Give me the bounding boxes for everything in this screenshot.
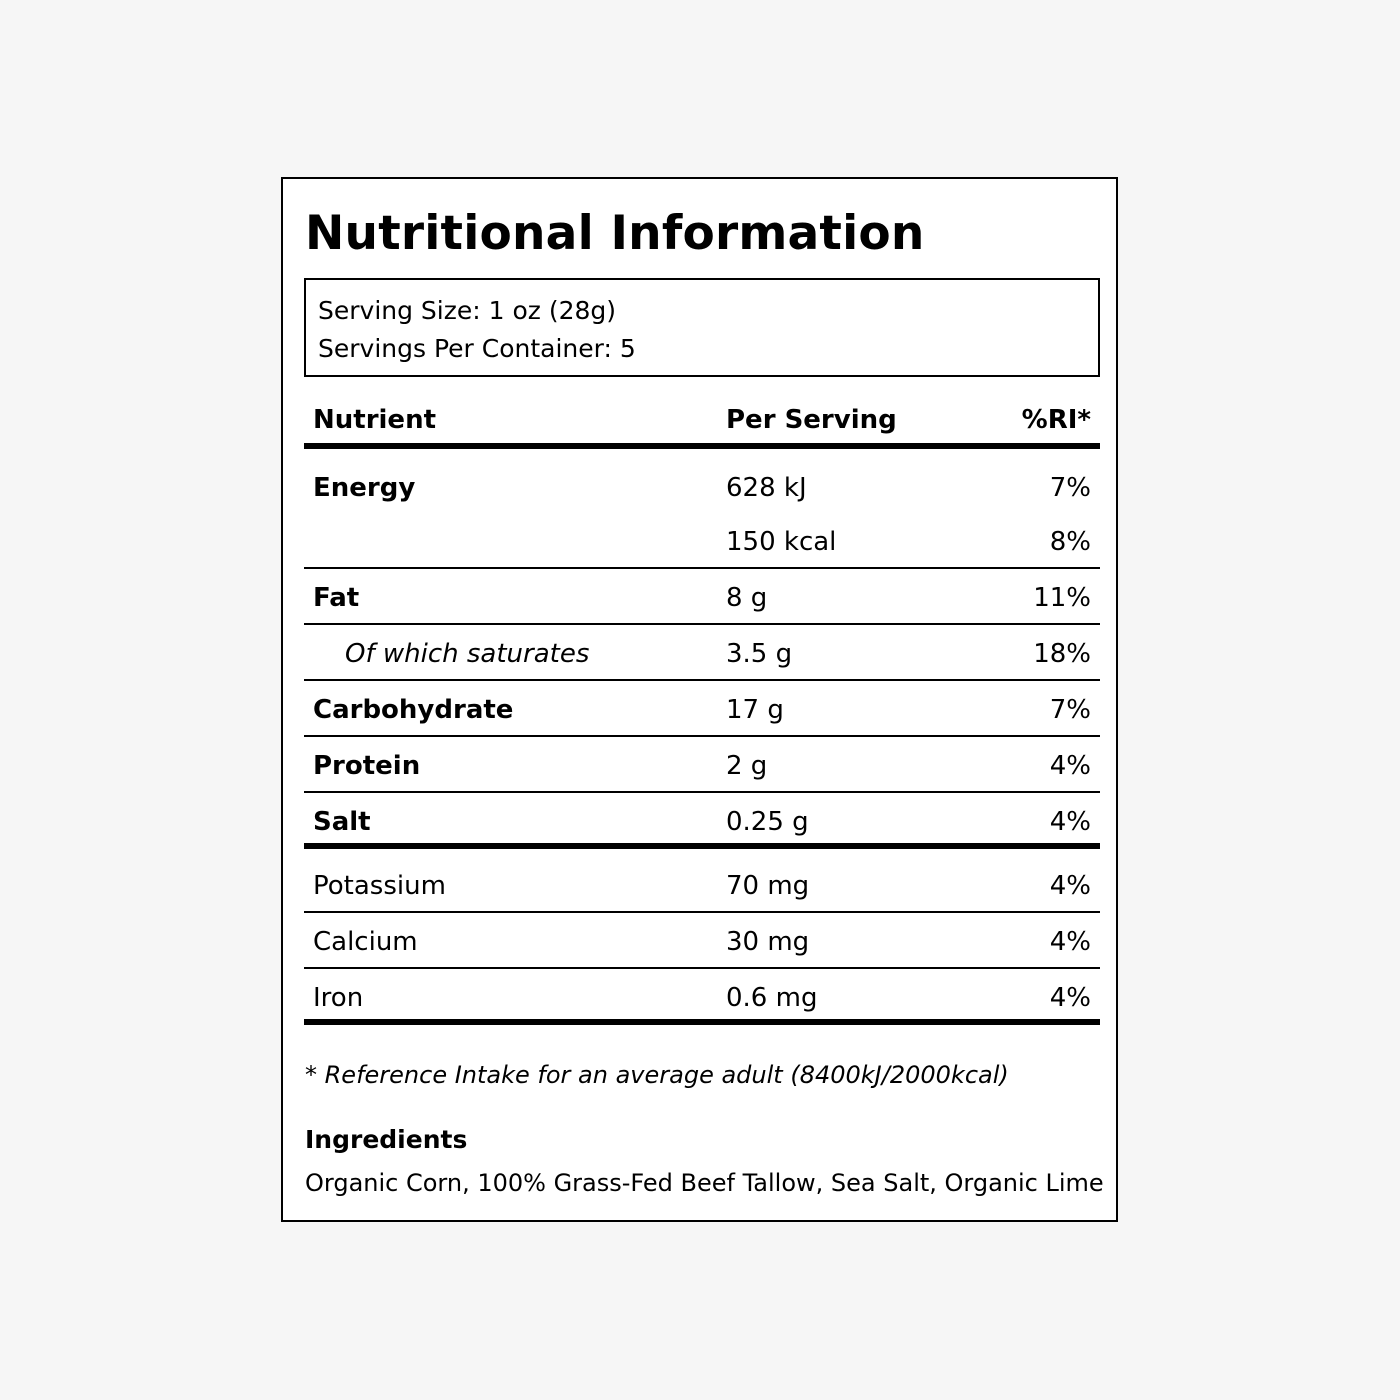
table-row-saturates — [304, 625, 1100, 681]
nutrition-label — [281, 177, 1118, 1222]
table-row-potassium — [304, 849, 1100, 913]
nutrient-value: 628 kJ — [726, 473, 807, 503]
nutrient-name: Iron — [313, 983, 364, 1013]
nutrient-value: 0.25 g — [726, 807, 809, 837]
table-row-iron — [304, 969, 1100, 1025]
header-nutrient: Nutrient — [313, 405, 437, 435]
nutrition-table — [304, 389, 1100, 1025]
nutrient-value: 2 g — [726, 751, 768, 781]
nutrient-name: Fat — [313, 583, 360, 613]
serving-info-box — [304, 278, 1100, 377]
nutrient-value: 0.6 mg — [726, 983, 818, 1013]
nutrient-name: Energy — [313, 473, 416, 503]
nutrient-value: 8 g — [726, 583, 768, 613]
table-row-protein — [304, 737, 1100, 793]
reference-intake-footnote: * Reference Intake for an average adult (8400kJ/2000kcal) — [305, 1061, 1009, 1089]
nutrient-ri: 4% — [1049, 927, 1091, 957]
nutrient-name: Carbohydrate — [313, 695, 514, 725]
serving-size: Serving Size: 1 oz (28g) — [318, 296, 617, 325]
ingredients-heading: Ingredients — [305, 1125, 468, 1154]
nutrient-ri: 7% — [1049, 695, 1091, 725]
servings-per-container: Servings Per Container: 5 — [318, 334, 636, 363]
nutrient-value: 150 kcal — [726, 527, 837, 557]
table-row-fat — [304, 569, 1100, 625]
nutrient-name: Protein — [313, 751, 421, 781]
nutrient-ri: 8% — [1049, 527, 1091, 557]
nutrient-value: 70 mg — [726, 871, 810, 901]
nutrient-ri: 11% — [1033, 583, 1091, 613]
nutrient-ri: 7% — [1049, 473, 1091, 503]
nutrient-value: 30 mg — [726, 927, 810, 957]
table-row-calcium — [304, 913, 1100, 969]
table-row-salt — [304, 793, 1100, 849]
nutrient-value: 17 g — [726, 695, 784, 725]
nutrient-ri: 18% — [1033, 639, 1091, 669]
table-row-energy — [304, 449, 1100, 569]
ingredients-list: Organic Corn, 100% Grass-Fed Beef Tallow, Sea Salt, Organic Lime — [305, 1169, 1104, 1197]
nutrient-ri: 4% — [1049, 807, 1091, 837]
label-title: Nutritional Information — [305, 206, 925, 261]
nutrient-name: Calcium — [313, 927, 418, 957]
header-per-serving: Per Serving — [726, 405, 897, 435]
nutrient-value: 3.5 g — [726, 639, 793, 669]
nutrient-name: Salt — [313, 807, 371, 837]
table-header-row — [304, 389, 1100, 449]
nutrient-ri: 4% — [1049, 983, 1091, 1013]
nutrient-ri: 4% — [1049, 751, 1091, 781]
nutrient-name: Of which saturates — [345, 639, 590, 669]
nutrient-name: Potassium — [313, 871, 446, 901]
header-ri: %RI* — [1021, 405, 1091, 435]
table-row-carbohydrate — [304, 681, 1100, 737]
nutrient-ri: 4% — [1049, 871, 1091, 901]
